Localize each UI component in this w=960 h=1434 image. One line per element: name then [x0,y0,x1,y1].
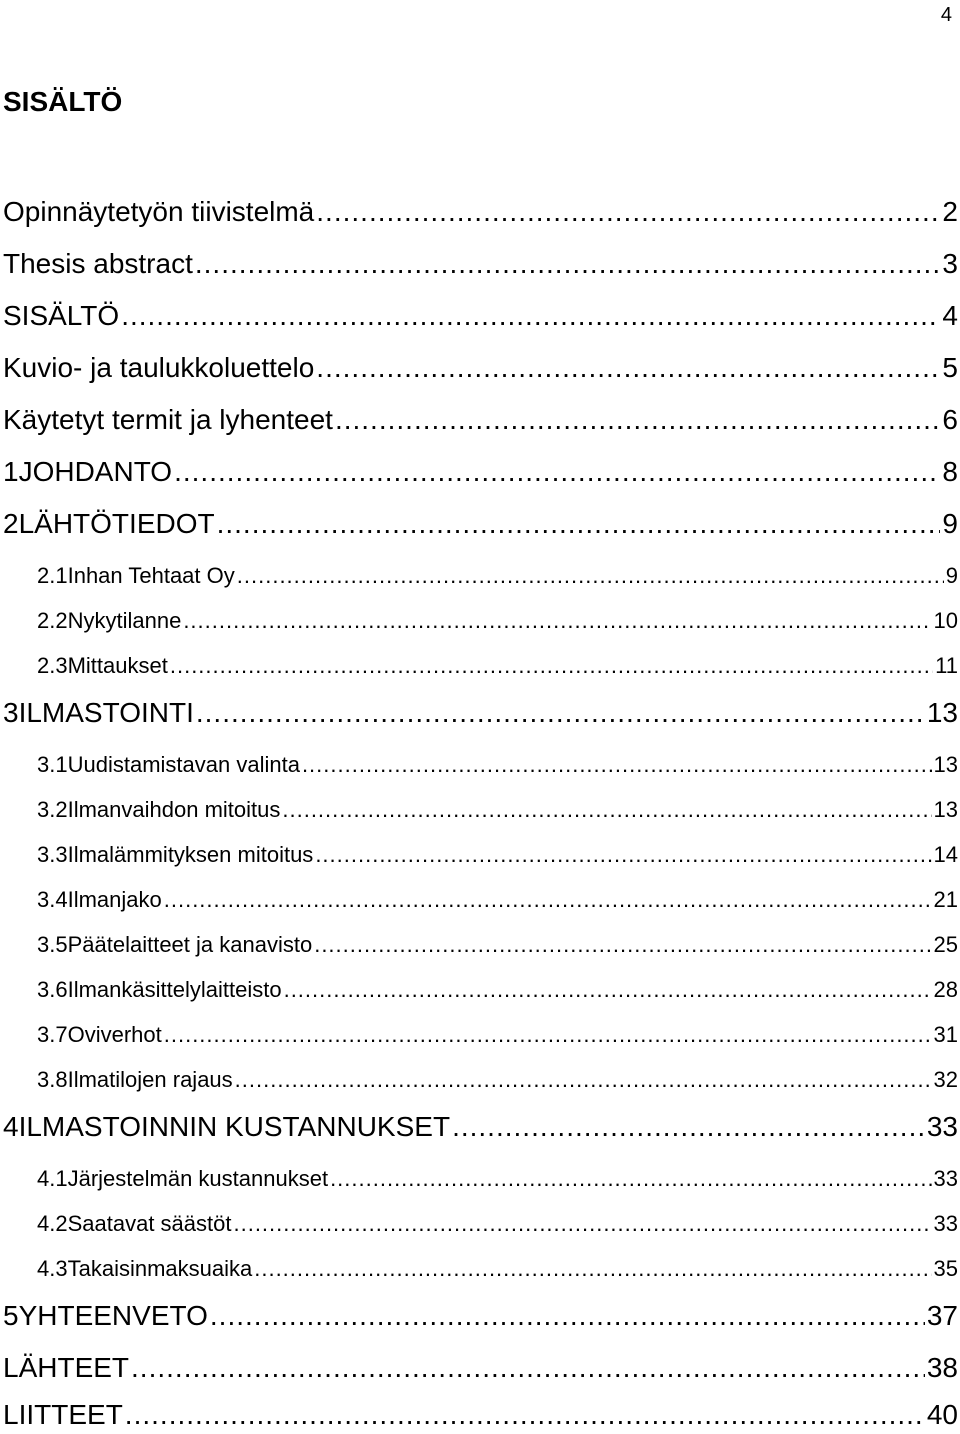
toc-entry-number: 3.6 [37,977,68,1002]
page-number: 4 [940,4,952,26]
toc-entry-page: 10 [933,608,958,633]
toc-entry-title: LÄHTEET [3,1352,130,1383]
toc-entry-title: Inhan Tehtaat Oy [67,563,235,588]
dot-leader [131,1352,925,1384]
toc-entry-title: Uudistamistavan valinta [67,752,300,777]
toc-entry-title: Opinnäytetyön tiivistelmä [3,196,315,227]
toc-entry-number: 3.8 [37,1067,68,1092]
dot-leader [254,1256,931,1282]
toc-entry-title: Mittaukset [67,653,168,678]
toc-entry-page: 11 [935,653,958,678]
dot-leader [170,653,933,679]
toc-entry-section[interactable] [3,1256,958,1282]
toc-entry[interactable] [3,300,958,332]
toc-entry-title: Päätelaitteet ja kanavisto [67,932,313,957]
toc-entry-title: ILMASTOINNIN KUSTANNUKSET [18,1111,451,1142]
toc-entry-page: 13 [926,697,958,728]
toc-entry-section[interactable] [3,752,958,778]
toc-entry-page: 31 [933,1022,958,1047]
toc-entry-number: 4 [3,1111,19,1142]
dot-leader [452,1111,925,1143]
toc-entry-number: 3.2 [37,797,68,822]
toc-entry-section[interactable] [3,563,958,589]
toc-entry-page: 33 [933,1211,958,1236]
toc-entry-title: Saatavat säästöt [67,1211,232,1236]
dot-leader [196,697,925,729]
toc-entry-number: 3.1 [37,752,68,777]
toc-entry-page: 35 [933,1256,958,1281]
toc-entry-title: ILMASTOINTI [18,697,194,728]
toc-entry-title: Ilmanvaihdon mitoitus [67,797,281,822]
toc-entry-section[interactable] [3,887,958,913]
toc-entry[interactable] [3,352,958,384]
toc-entry[interactable] [3,1399,958,1431]
dot-leader [237,563,944,589]
toc-entry-page: 3 [942,248,958,279]
dot-leader [284,977,932,1003]
toc-entry-title: Ilmankäsittelylaitteisto [67,977,282,1002]
toc-entry-title: Nykytilanne [67,608,182,633]
toc-entry-page: 33 [933,1166,958,1191]
dot-leader [183,608,931,634]
toc-entry[interactable] [3,1352,958,1384]
dot-leader [121,300,940,332]
toc-entry-section[interactable] [3,1022,958,1048]
dot-leader [315,842,931,868]
dot-leader [316,196,940,228]
toc-entry-title: SISÄLTÖ [3,300,120,331]
toc-entry-page: 4 [942,300,958,331]
toc-entry-section[interactable] [3,1067,958,1093]
dot-leader [164,1022,932,1048]
dot-leader [302,752,932,778]
toc-entry-title: Oviverhot [67,1022,162,1047]
toc-entry-number: 2.3 [37,653,68,678]
toc-entry-number: 1 [3,456,19,487]
toc-entry[interactable] [3,196,958,228]
dot-leader [316,352,940,384]
toc-entry-section[interactable] [3,1211,958,1237]
dot-leader [195,248,941,280]
dot-leader [125,1399,925,1431]
toc-entry-page: 6 [942,404,958,435]
dot-leader [282,797,931,823]
toc-entry-page: 28 [933,977,958,1002]
toc-entry-page: 40 [926,1399,958,1430]
toc-entry-title: Ilmalämmityksen mitoitus [67,842,314,867]
toc-entry-number: 2 [3,508,19,539]
toc-entry-title: Ilmanjako [67,887,162,912]
dot-leader [210,1300,925,1332]
toc-entry-page: 2 [942,196,958,227]
toc-entry-number: 4.3 [37,1256,68,1281]
toc-entry-page: 21 [933,887,958,912]
toc-entry-number: 2.2 [37,608,68,633]
toc-entry-number: 3.4 [37,887,68,912]
toc-entry-page: 8 [942,456,958,487]
dot-leader [217,508,941,540]
toc-entry-number: 3.7 [37,1022,68,1047]
toc-entry-title: Ilmatilojen rajaus [67,1067,233,1092]
dot-leader [233,1211,931,1237]
toc-entry-section[interactable] [3,608,958,634]
toc-entry-section[interactable] [3,797,958,823]
toc-entry-page: 33 [926,1111,958,1142]
dot-leader [164,887,932,913]
toc-entry-page: 14 [933,842,958,867]
dot-leader [330,1166,931,1192]
toc-entry-section[interactable] [3,842,958,868]
toc-entry[interactable] [3,248,958,280]
toc-entry-section[interactable] [3,977,958,1003]
toc-entry-title: Järjestelmän kustannukset [67,1166,329,1191]
toc-entry-chapter[interactable] [3,1300,958,1332]
toc-entry-number: 5 [3,1300,19,1331]
toc-entry-chapter[interactable] [3,697,958,729]
toc-entry-number: 3 [3,697,19,728]
toc-entry-page: 38 [926,1352,958,1383]
toc-entry-page: 13 [933,752,958,777]
toc-entry-page: 37 [926,1300,958,1331]
toc-entry-number: 2.1 [37,563,68,588]
toc-entry-title: YHTEENVETO [18,1300,208,1331]
toc-entry-page: 32 [933,1067,958,1092]
toc-entry-number: 4.2 [37,1211,68,1236]
toc-entry-section[interactable] [3,653,958,679]
toc-entry-page: 5 [942,352,958,383]
toc-entry-section[interactable] [3,1166,958,1192]
toc-entry-title: Käytetyt termit ja lyhenteet [3,404,333,435]
toc-entry-title: JOHDANTO [18,456,173,487]
dot-leader [314,932,931,958]
toc-entry-title: LÄHTÖTIEDOT [18,508,215,539]
toc-entry-title: Thesis abstract [3,248,193,279]
dot-leader [174,456,940,488]
toc-entry-section[interactable] [3,932,958,958]
toc-entry-chapter[interactable] [3,1111,958,1143]
toc-entry-page: 9 [942,508,958,539]
toc-entry-number: 4.1 [37,1166,68,1191]
toc-entry-page: 9 [945,563,958,588]
toc-entry-chapter[interactable] [3,508,958,540]
toc-entry-page: 13 [933,797,958,822]
toc-entry[interactable] [3,404,958,436]
dot-leader [235,1067,932,1093]
toc-entry-title: Takaisinmaksuaika [67,1256,253,1281]
toc-heading: SISÄLTÖ [3,86,123,117]
toc-entry-chapter[interactable] [3,456,958,488]
toc-entry-page: 25 [933,932,958,957]
toc-entry-number: 3.3 [37,842,68,867]
toc-entry-title: LIITTEET [3,1399,123,1430]
toc-entry-title: Kuvio- ja taulukkoluettelo [3,352,315,383]
dot-leader [335,404,940,436]
toc-entry-number: 3.5 [37,932,68,957]
